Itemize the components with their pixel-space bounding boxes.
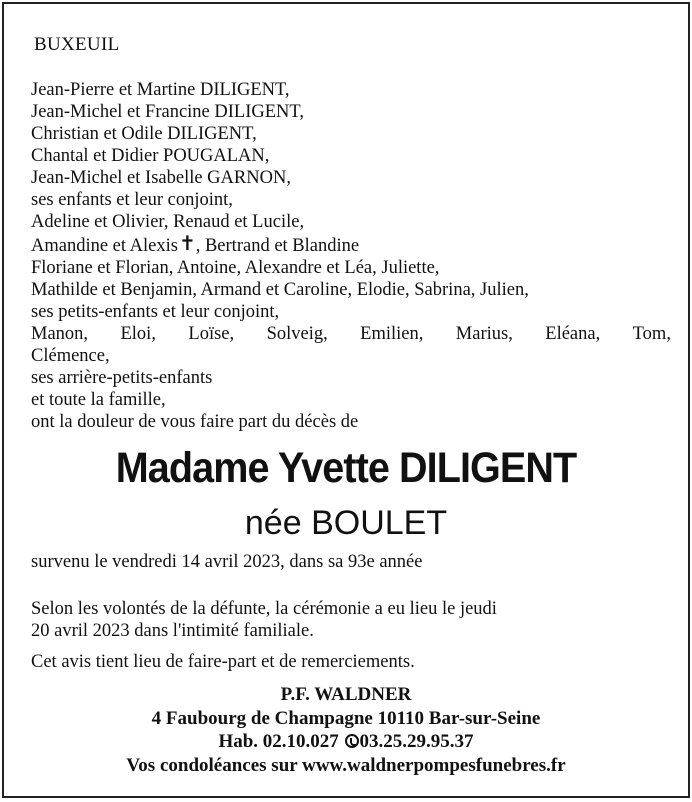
death-notice bbox=[2, 2, 690, 798]
family-line: Christian et Odile DILIGENT, bbox=[31, 124, 257, 144]
family-line: Adeline et Olivier, Renaud et Lucile, bbox=[31, 212, 305, 232]
family-line: Mathilde et Benjamin, Armand et Caroline, Elodie, Sabrina, Julien, bbox=[31, 280, 529, 300]
maiden-name: née BOULET bbox=[244, 504, 448, 542]
cross-icon: ✝ bbox=[178, 231, 196, 255]
family-line: Jean-Michel et Francine DILIGENT, bbox=[31, 102, 304, 122]
place-name: BUXEUIL bbox=[34, 34, 120, 55]
family-name: Solveig, bbox=[266, 324, 328, 344]
family-line: Jean-Michel et Isabelle GARNON, bbox=[31, 168, 291, 188]
family-name: Tom, bbox=[632, 324, 671, 344]
funeral-home-address: 4 Faubourg de Champagne 10110 Bar-sur-Seine bbox=[151, 707, 541, 729]
family-list bbox=[31, 79, 671, 433]
funeral-home-contact bbox=[4, 730, 688, 754]
condolences-link: Vos condoléances sur www.waldnerpompesfunebres.fr bbox=[126, 754, 566, 776]
family-name: Marius, bbox=[455, 324, 513, 344]
family-line: et toute la famille, bbox=[31, 390, 166, 410]
death-date-text: survenu le vendredi 14 avril 2023, dans sa 93e année bbox=[31, 552, 423, 572]
family-line: ses arrière-petits-enfants bbox=[31, 368, 213, 388]
family-line-part: , Bertrand et Blandine bbox=[195, 236, 360, 256]
funeral-home-name: P.F. WALDNER bbox=[280, 684, 412, 705]
family-line: Chantal et Didier POUGALAN, bbox=[31, 146, 270, 166]
ceremony-text bbox=[31, 598, 671, 642]
funeral-home-block bbox=[4, 683, 688, 777]
great-grandchildren-line bbox=[31, 323, 671, 345]
ceremony-line: Selon les volontés de la défunte, la cérémonie a eu lieu le jeudi bbox=[31, 599, 497, 619]
family-line: Clémence, bbox=[31, 346, 110, 366]
phone-icon bbox=[345, 734, 359, 748]
phone-number: 03.25.29.95.37 bbox=[359, 731, 474, 752]
family-line: Jean-Pierre et Martine DILIGENT, bbox=[31, 80, 290, 100]
family-name: Eloi, bbox=[120, 324, 156, 344]
family-line: ses enfants et leur conjoint, bbox=[31, 190, 233, 210]
family-name: Eléana, bbox=[545, 324, 601, 344]
family-line: ont la douleur de vous faire part du décès de bbox=[31, 412, 359, 432]
family-line: Floriane et Florian, Antoine, Alexandre et Léa, Juliette, bbox=[31, 258, 440, 278]
habilitation-number: Hab. 02.10.027 bbox=[218, 731, 339, 752]
family-name: Loïse, bbox=[188, 324, 235, 344]
ceremony-line: 20 avril 2023 dans l'intimité familiale. bbox=[31, 621, 314, 641]
family-name: Manon, bbox=[31, 324, 89, 344]
family-line: ses petits-enfants et leur conjoint, bbox=[31, 302, 280, 322]
deceased-name: Madame Yvette DILIGENT bbox=[115, 444, 577, 492]
thanks-text: Cet avis tient lieu de faire-part et de remerciements. bbox=[31, 652, 415, 672]
family-line-with-cross bbox=[31, 233, 671, 257]
family-name: Emilien, bbox=[360, 324, 424, 344]
family-line-part: Amandine et Alexis bbox=[31, 236, 178, 256]
